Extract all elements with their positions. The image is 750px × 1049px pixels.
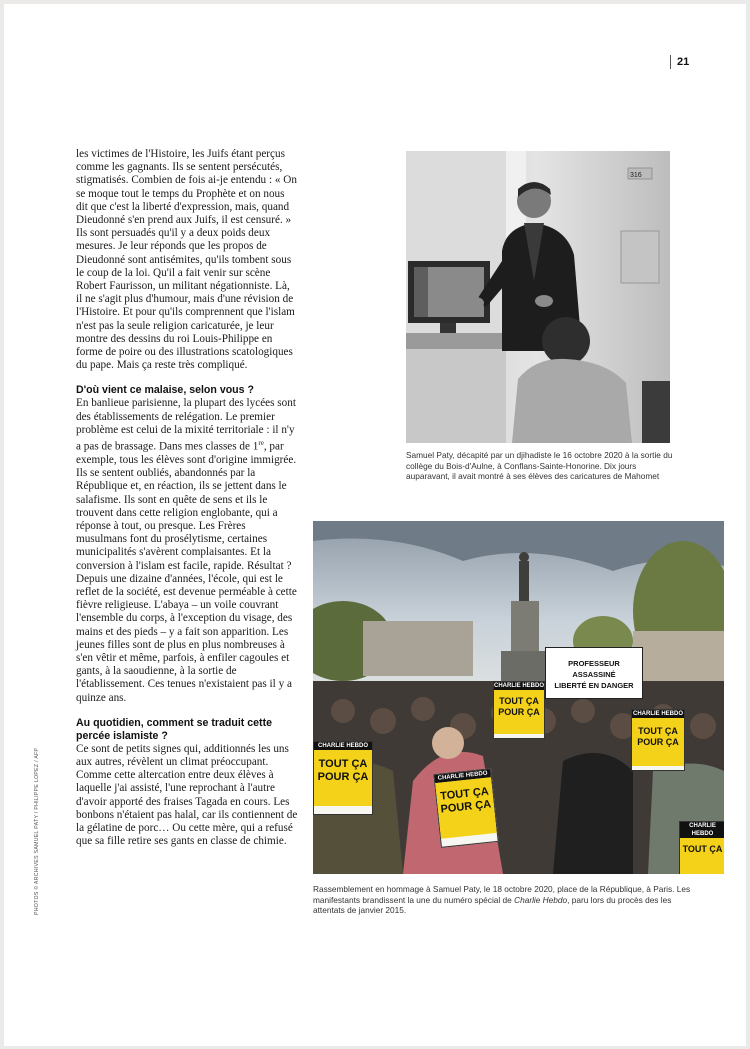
page-number: 21	[670, 55, 689, 69]
interview-answer-1	[76, 397, 298, 704]
answer-1-part-a: En banlieue parisienne, la plupart des lycées sont des établissements de relégation. Le premier problème est celui de la mixité territoriale : il n'y a pas de brassage. Dans mes classes de 1	[76, 397, 296, 453]
placard-masthead: CHARLIE HEBDO	[680, 822, 724, 838]
placard-line-2: POUR ÇA	[440, 798, 492, 816]
answer-1-part-b: , par exemple, tous les élèves sont d'origine immigrée. Ils se sentent oubliés, abandonnés par la République et, en réaction, ils se jettent dans le salafisme. Ils sont en quête de sens et ils le trouvent dans cette religion englobante, qui a réponse à tout, ou presque. Les Frères musulmans font du prosélytisme, certaines municipalités s'avèrent complaisantes. Et la conversion à l'islam est facile, rapide. Résultat ? Depuis une dizaine d'années, l'école, qui est le reflet de la société, est devenue perméable à cette fièvre religieuse. L'abaya – un voile couvrant l'ensemble du corps, à l'exception du visage, des mains et des pieds – y a fait son apparition. Les jeunes filles sont de plus en plus nombreuses à s'en vêtir et même, parfois, à enfiler cagoules et gants, à la saoudienne, à la sortie de l'établissement. Ces tenues n'existaient pas il y a quinze ans.	[76, 440, 297, 704]
charlie-hebdo-placard-2	[433, 768, 498, 848]
rally-photo	[313, 521, 724, 874]
placard-line-1: TOUT ÇA	[638, 726, 678, 736]
placard-headline	[632, 718, 684, 766]
rally-caption-part-a: Rassemblement en hommage à Samuel Paty, le 18 octobre 2020, place de la République, à Paris. Les manifestants brandissent la une du numéro spécial de	[313, 884, 691, 905]
placard-masthead: CHARLIE HEBDO	[494, 683, 545, 689]
placard-headline	[494, 690, 544, 734]
interview-question-1: D'où vient ce malaise, selon vous ?	[76, 384, 254, 397]
charlie-hebdo-placard-1	[313, 741, 373, 815]
placard-headline	[314, 750, 372, 806]
banner-line-1: PROFESSEUR ASSASSINÉ	[568, 659, 620, 679]
interview-answer-2: Ce sont de petits signes qui, additionnés les uns aux autres, révèlent un climat préoccupant. Comme cette altercation entre deux élèves à laquelle j'ai assisté, l'une reprochant à l'autre d'avoir apporté des fraises Tagada en cours. Les bonbons n'étaient pas halal, car ils contiennent de la gélatine de porc… Ou cette mère, qui a refusé que sa fille retire ses gants en classe de chimie.	[76, 742, 298, 848]
photo-credit: PHOTOS © ARCHIVES SAMUEL PATY / PHILIPPE LOPEZ / AFP	[34, 747, 40, 915]
article-paragraph-intro: les victimes de l'Histoire, les Juifs étant perçus comme les gagnants. Ils se sentent persécutés, stigmatisés. Combien de fois ai-je entendu : « On se moque tout le temps du Prophète et on nous dit que c'est la liberté d'expression, mais, quand Dieudonné s'en prend aux Juifs, il est censuré. » Ils sont persuadés qu'il y a deux poids deux mesures. Je leur réponds que les propos de Dieudonné sont antisémites, qu'ils tombent sous le coup de la loi. Qu'il a fait venir sur scène Robert Faurisson, un militant négationniste. Là, il ne s'agit plus d'humour, mais d'une révision de l'Histoire. Et pour qu'ils comprennent que l'islam n'est pas la seule religion caricaturée, je leur montre des dessins du roi Louis-Philippe en forme de poire ou des illustrations scatologiques du pape. Mais ça reste très compliqué.	[76, 148, 297, 372]
placard-line-1: TOUT ÇA	[439, 785, 490, 803]
banner-line-2: LIBERTÉ EN DANGER	[554, 681, 634, 690]
article-column	[76, 148, 298, 848]
placard-line-2: POUR ÇA	[498, 707, 540, 717]
classroom-photo-illustration	[406, 151, 670, 443]
charlie-hebdo-placard-4	[631, 709, 685, 771]
placard-line-1: TOUT ÇA	[682, 844, 723, 854]
placard-masthead: CHARLIE HEBDO	[314, 742, 372, 750]
charlie-hebdo-placard-3	[493, 681, 545, 739]
classroom-photo-caption: Samuel Paty, décapité par un djihadiste le 16 octobre 2020 à la sortie du collège du Bois-d'Aulne, à Conflans-Sainte-Honorine. Dix jours auparavant, il avait montré à ses élèves des caricatures de Mahomet	[406, 450, 673, 482]
rally-photo-caption	[313, 884, 693, 916]
interview-question-2: Au quotidien, comment se traduit cette percée islamiste ?	[76, 716, 273, 742]
placard-line-1: TOUT ÇA	[318, 758, 368, 770]
protest-banner	[545, 647, 643, 699]
charlie-hebdo-placard-5	[679, 821, 724, 874]
placard-line-1: TOUT ÇA	[499, 696, 539, 706]
rally-caption-part-b: , paru lors du procès des les attentats de janvier 2015.	[313, 894, 672, 916]
rally-caption-italic: Charlie Hebdo	[514, 894, 568, 905]
classroom-photo	[406, 151, 670, 443]
answer-1-superscript: re	[258, 439, 264, 448]
placard-line-2: POUR ÇA	[317, 771, 369, 783]
placard-headline	[435, 777, 497, 839]
placard-line-2: POUR ÇA	[637, 737, 679, 747]
placard-masthead: CHARLIE HEBDO	[632, 711, 683, 717]
placard-masthead: CHARLIE HEBDO	[434, 769, 491, 783]
room-number-sign: 316	[630, 172, 642, 179]
placard-headline	[680, 838, 724, 874]
